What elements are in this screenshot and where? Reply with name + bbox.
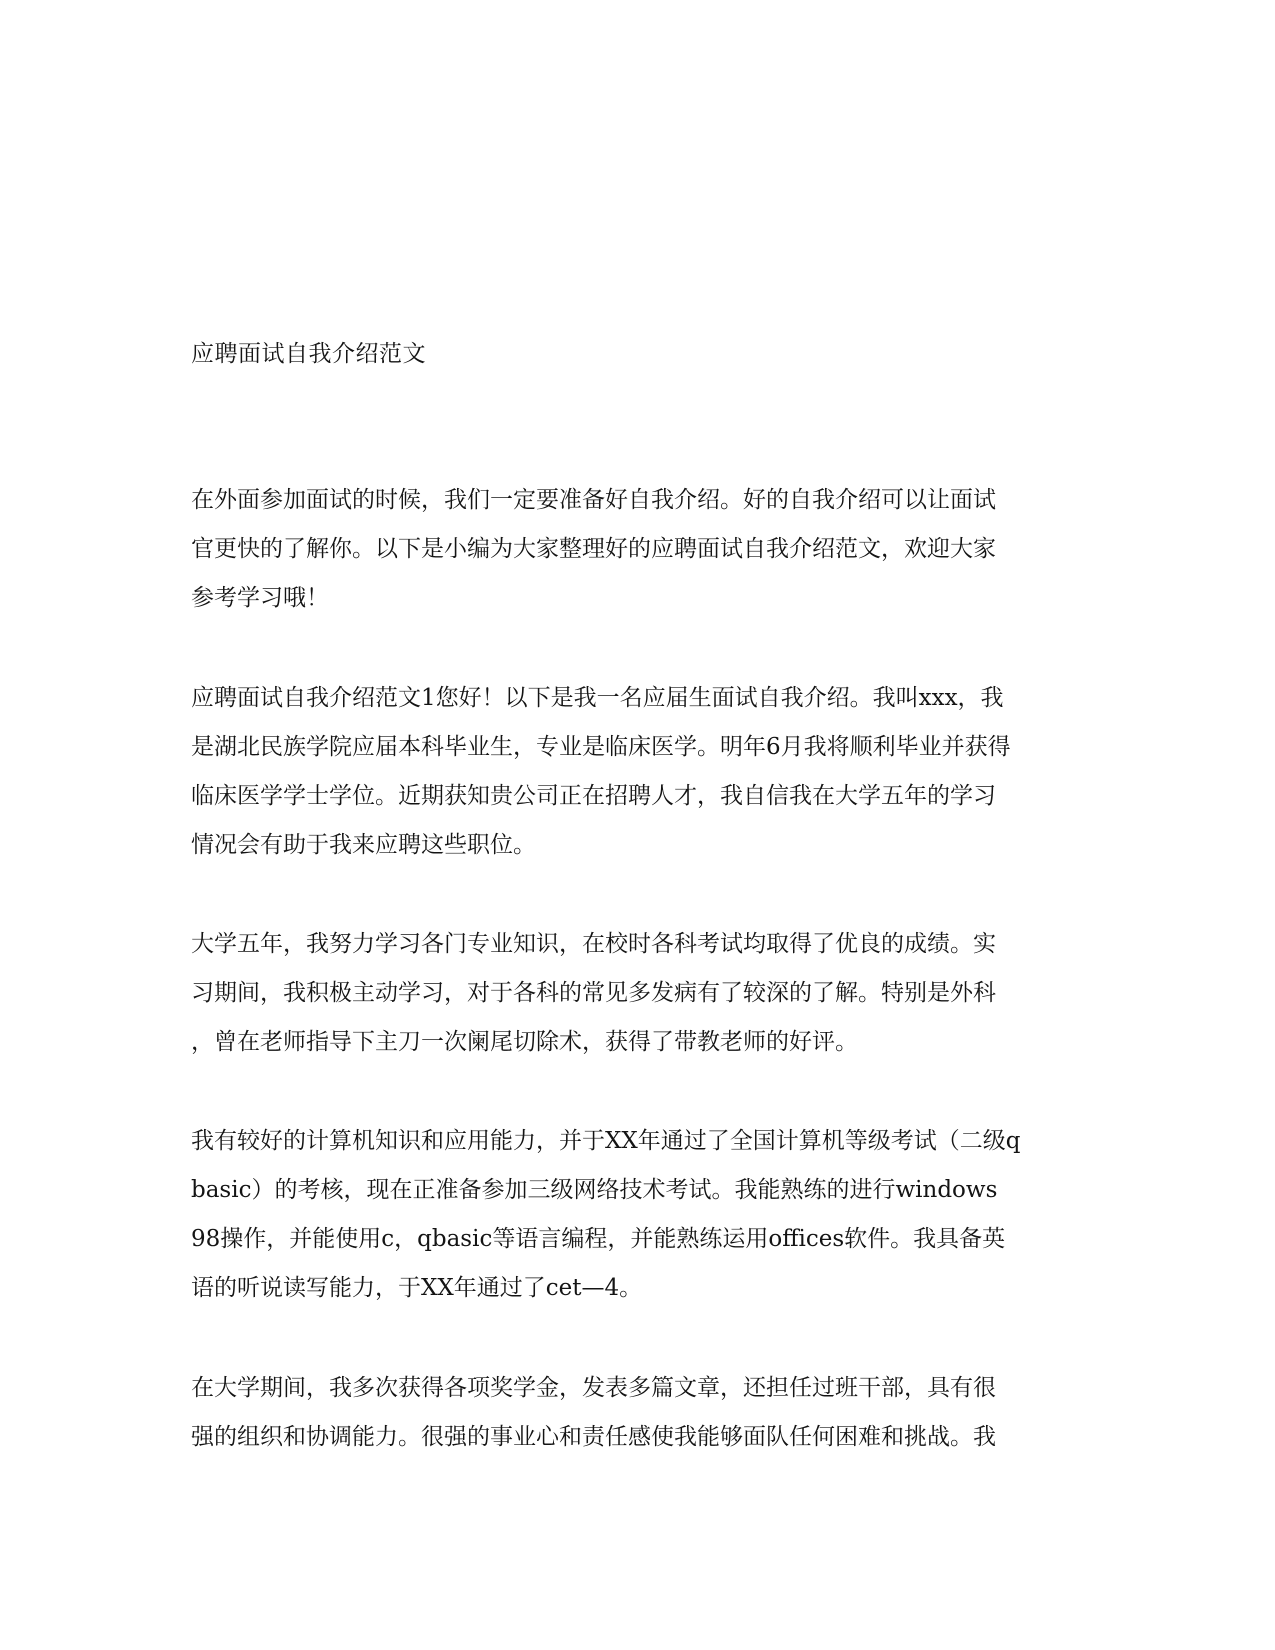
paragraph-line: ，曾在老师指导下主刀一次阑尾切除术，获得了带教老师的好评。	[191, 1029, 858, 1055]
university-study-paragraph	[191, 920, 1091, 1067]
campus-experience-paragraph	[191, 1364, 1091, 1462]
intro-paragraph	[191, 476, 1091, 623]
paragraph-line: 习期间，我积极主动学习，对于各科的常见多发病有了较深的了解。特别是外科	[191, 980, 996, 1006]
sample-1-paragraph	[191, 674, 1091, 870]
paragraph-line: 在大学期间，我多次获得各项奖学金，发表多篇文章，还担任过班干部，具有很	[191, 1375, 996, 1401]
paragraph-line: 强的组织和协调能力。很强的事业心和责任感使我能够面队任何困难和挑战。我	[191, 1424, 996, 1450]
paragraph-line: basic）的考核，现在正准备参加三级网络技术考试。我能熟练的进行windows	[191, 1177, 998, 1203]
paragraph-line: 官更快的了解你。以下是小编为大家整理好的应聘面试自我介绍范文，欢迎大家	[191, 536, 996, 562]
document-title: 应聘面试自我介绍范文	[191, 341, 426, 367]
paragraph-line: 是湖北民族学院应届本科毕业生，专业是临床医学。明年6月我将顺利毕业并获得	[191, 734, 1011, 760]
paragraph-line: 语的听说读写能力，于XX年通过了cet—4。	[191, 1275, 643, 1301]
paragraph-line: 大学五年，我努力学习各门专业知识，在校时各科考试均取得了优良的成绩。实	[191, 931, 996, 957]
paragraph-line: 情况会有助于我来应聘这些职位。	[191, 832, 536, 858]
paragraph-line: 应聘面试自我介绍范文1您好！以下是我一名应届生面试自我介绍。我叫xxx，我	[191, 685, 1004, 711]
paragraph-line: 临床医学学士学位。近期获知贵公司正在招聘人才，我自信我在大学五年的学习	[191, 783, 996, 809]
paragraph-line: 我有较好的计算机知识和应用能力，并于XX年通过了全国计算机等级考试（二级q	[191, 1128, 1021, 1154]
paragraph-line: 在外面参加面试的时候，我们一定要准备好自我介绍。好的自我介绍可以让面试	[191, 487, 996, 513]
computer-skills-paragraph	[191, 1117, 1091, 1313]
paragraph-line: 参考学习哦！	[191, 585, 329, 611]
paragraph-line: 98操作，并能使用c，qbasic等语言编程，并能熟练运用offices软件。我具备英	[191, 1226, 1006, 1252]
